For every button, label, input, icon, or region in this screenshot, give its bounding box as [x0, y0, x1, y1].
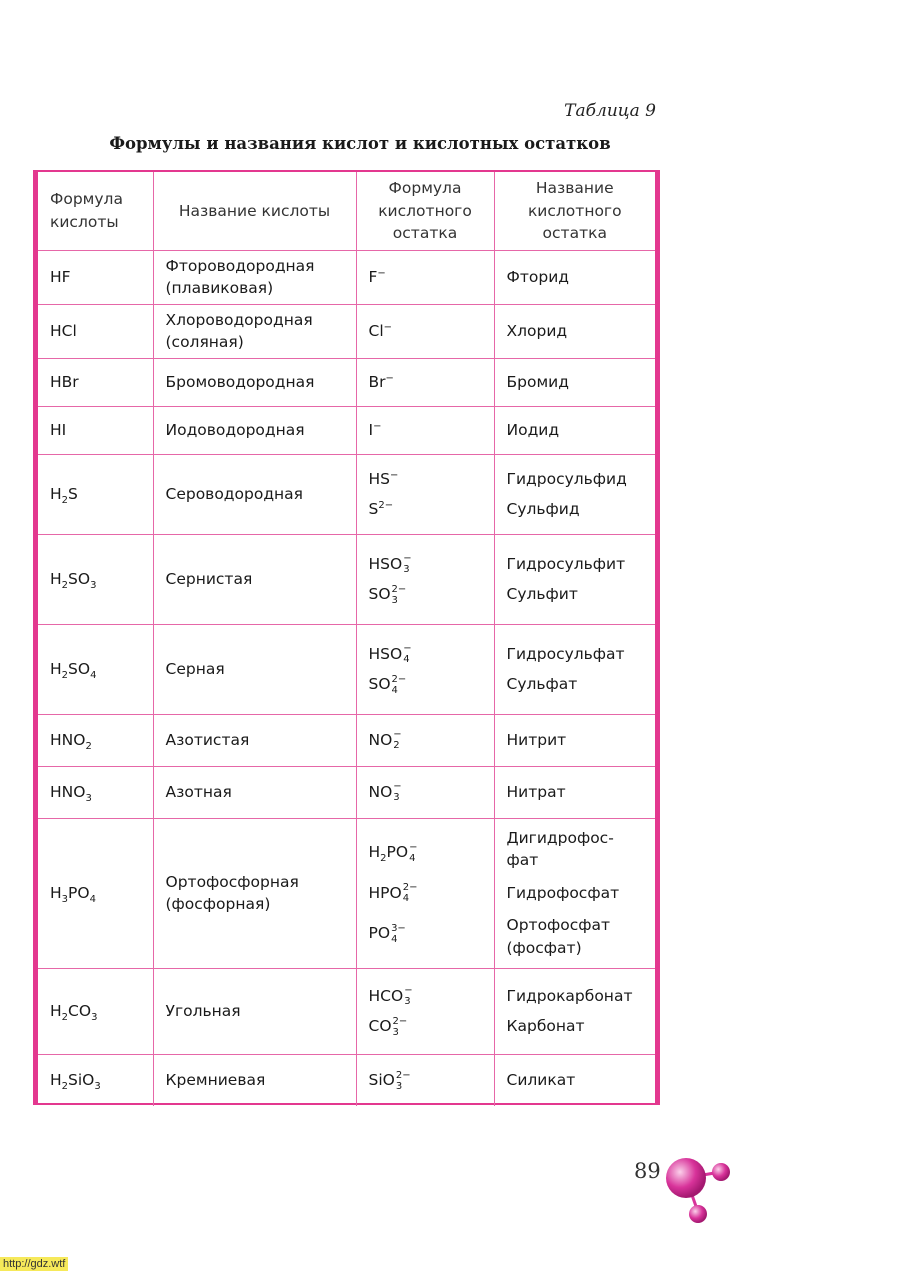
charge-index-stack: [403, 882, 418, 904]
residue-formula-cell: [356, 358, 494, 406]
formula-symbol: Br: [368, 372, 386, 391]
residue-formula: [369, 639, 484, 670]
formula-symbol: HBr: [50, 372, 79, 391]
formula-index: 3: [91, 1011, 98, 1023]
residue-name: Фторид: [506, 267, 569, 286]
residue-name-cell: [494, 1054, 655, 1106]
acid-formula-cell: [38, 358, 153, 406]
table-row: [38, 1054, 655, 1106]
charge-index-stack: [393, 1016, 408, 1038]
ion-charge: −: [409, 841, 418, 853]
residue-formula-cell: [356, 454, 494, 534]
formula-index: 2: [61, 494, 69, 506]
table-row: [38, 454, 655, 534]
residue-index: 3: [403, 564, 410, 575]
residue-formula: [369, 832, 484, 873]
charge-index-stack: [396, 1070, 411, 1092]
acid-formula: [50, 782, 92, 804]
residue-name: Гидросульфат: [506, 644, 625, 663]
acid-formula: [50, 569, 97, 591]
acid-formula: [50, 268, 71, 286]
ion-charge: 2−: [392, 1015, 408, 1027]
residue-name-cell: [494, 406, 655, 454]
table-row: [38, 968, 655, 1054]
residue-index: 2: [393, 740, 400, 752]
acid-name-cell: Азотная: [153, 766, 356, 818]
residue-index: 3: [391, 594, 398, 606]
residue-base: [368, 843, 409, 865]
acid-formula-cell: [38, 968, 153, 1054]
formula-symbol: S: [368, 500, 379, 518]
table-row: [38, 358, 655, 406]
formula-symbol: H: [50, 569, 62, 588]
acid-formula: [50, 883, 96, 905]
residue-base: [369, 373, 386, 391]
residue-name: Сульфит: [506, 585, 578, 603]
acid-formula: [50, 730, 92, 752]
header-residue-name: Название кислотного остатка: [494, 172, 655, 250]
ion-charge: −: [393, 781, 402, 793]
acid-name-cell: Бромоводородная: [153, 358, 356, 406]
formula-symbol: SiO: [68, 1071, 95, 1090]
residue-name: Гидросульфид: [506, 469, 627, 488]
table-row: [38, 304, 655, 358]
residue-formula: [369, 725, 484, 756]
residue-index: 4: [391, 684, 398, 696]
table-row: [38, 406, 655, 454]
residue-formula: [369, 262, 484, 292]
formula-symbol: PO: [386, 843, 409, 862]
formula-index: 3: [61, 893, 69, 905]
residue-name-cell: [494, 304, 655, 358]
formula-index: 3: [90, 579, 97, 591]
acid-formula-cell: [38, 534, 153, 624]
formula-symbol: SiO: [368, 1071, 395, 1089]
formula-index: 2: [61, 1011, 69, 1023]
residue-name-cell: [494, 766, 655, 818]
residue-name-cell: [494, 818, 655, 968]
residue-name: Силикат: [506, 1071, 576, 1090]
residue-formula-cell: [356, 818, 494, 968]
header-acid-name: Название кислоты: [153, 172, 356, 250]
formula-symbol: HSO: [368, 644, 403, 663]
residue-name: Нитрат: [506, 782, 566, 801]
acid-formula: [50, 1071, 101, 1093]
acid-formula-cell: [38, 406, 153, 454]
page-number: 89: [634, 1159, 661, 1183]
residue-index: 3: [393, 792, 400, 804]
residue-base: [369, 987, 404, 1005]
residue-formula: [369, 316, 484, 346]
table-row: [38, 250, 655, 304]
residue-formula: [369, 464, 484, 494]
residue-formula: [369, 579, 484, 610]
acid-name-cell: Фтороводородная (плавиковая): [153, 250, 356, 304]
acid-formula: [50, 484, 78, 506]
formula-symbol: HS: [368, 469, 390, 488]
formula-symbol: PO: [368, 924, 391, 943]
acid-formula: [50, 373, 79, 391]
molecule-icon: [660, 1150, 740, 1230]
formula-index: 2: [380, 853, 387, 865]
residue-formula: [369, 873, 484, 914]
formula-symbol: CO: [68, 1001, 92, 1020]
residue-base: [369, 783, 393, 801]
watermark-link[interactable]: http://gdz.wtf: [0, 1257, 68, 1271]
residue-name-cell: [494, 454, 655, 534]
residue-name: Гидросульфит: [506, 554, 626, 573]
acid-name-cell: Хлороводородная (соляная): [153, 304, 356, 358]
ion-charge: 2−: [402, 882, 418, 894]
residue-base: [369, 1017, 392, 1035]
residue-base: [369, 470, 391, 488]
table-row: [38, 714, 655, 766]
formula-symbol: F: [368, 267, 378, 286]
charge-index-stack: [409, 842, 417, 864]
residue-formula: [369, 981, 484, 1012]
residue-name-cell: [494, 358, 655, 406]
formula-index: 3: [94, 1081, 101, 1093]
acid-name-cell: Азотистая: [153, 714, 356, 766]
formula-symbol: PO: [68, 883, 90, 902]
residue-formula-cell: [356, 766, 494, 818]
charge-index-stack: [392, 584, 407, 606]
table-row: [38, 818, 655, 968]
residue-formula: [369, 549, 484, 580]
acid-formula: [50, 659, 97, 681]
acid-name-cell: Серная: [153, 624, 356, 714]
formula-symbol: I: [368, 420, 374, 439]
formula-symbol: NO: [368, 782, 393, 801]
acids-table: [38, 172, 655, 1106]
charge-index-stack: [393, 781, 401, 803]
header-residue-formula: Формула кислотного остатка: [356, 172, 494, 250]
formula-symbol: H: [50, 1071, 62, 1090]
ion-charge: −: [393, 729, 402, 741]
ion-charge: −: [390, 469, 399, 481]
residue-name-cell: [494, 968, 655, 1054]
residue-formula: [369, 777, 484, 808]
residue-name: Гидрокарбонат: [506, 986, 633, 1005]
table-row: [38, 766, 655, 818]
residue-name: Карбонат: [506, 1017, 585, 1035]
acid-formula-cell: [38, 1054, 153, 1106]
formula-index: 2: [61, 579, 69, 591]
formula-symbol: H: [368, 843, 381, 862]
ion-charge: 2−: [391, 583, 407, 595]
charge-index-stack: [403, 643, 411, 665]
formula-symbol: HF: [50, 267, 71, 286]
residue-name: Иодид: [506, 420, 560, 439]
ion-charge: −: [385, 372, 394, 384]
residue-formula: [369, 913, 484, 954]
acids-table-frame: [33, 170, 660, 1105]
residue-base: [369, 585, 391, 603]
residue-name: Ортофосфат (фосфат): [506, 916, 611, 957]
residue-name-cell: [494, 534, 655, 624]
charge-index-stack: [404, 985, 412, 1007]
table-caption: Таблица 9: [564, 101, 656, 121]
residue-name: Дигидрофос-фат: [506, 828, 614, 870]
formula-symbol: SO: [68, 659, 91, 678]
formula-symbol: SO: [68, 569, 91, 588]
acid-formula-cell: [38, 714, 153, 766]
acid-formula: [50, 421, 66, 439]
residue-index: 4: [391, 933, 398, 945]
ion-charge: −: [377, 267, 386, 279]
acid-formula: [50, 1001, 98, 1023]
residue-formula-cell: [356, 534, 494, 624]
residue-index: 3: [395, 1080, 403, 1092]
formula-symbol: NO: [368, 730, 393, 749]
acid-formula-cell: [38, 304, 153, 358]
charge-index-stack: [392, 674, 407, 696]
charge-index-stack: [403, 553, 411, 575]
residue-name: Бромид: [506, 372, 569, 391]
formula-symbol: H: [50, 484, 62, 503]
residue-formula: [369, 415, 484, 445]
residue-formula: [369, 367, 484, 397]
residue-base: [369, 645, 403, 663]
charge-index-stack: [391, 923, 406, 945]
residue-formula-cell: [356, 250, 494, 304]
formula-symbol: SO: [368, 675, 391, 693]
ion-charge: −: [403, 643, 412, 654]
formula-symbol: H: [50, 659, 62, 678]
formula-symbol: HCO: [368, 986, 404, 1005]
residue-index: 4: [403, 654, 410, 665]
formula-symbol: SO: [368, 585, 391, 603]
formula-index: 3: [85, 792, 92, 804]
ion-charge: 2−: [378, 499, 394, 511]
ion-charge: −: [373, 420, 382, 432]
residue-index: 4: [409, 852, 416, 864]
acid-name-cell: Ортофосфорная (фосфорная): [153, 818, 356, 968]
ion-charge: −: [404, 985, 413, 996]
acid-name-cell: Угольная: [153, 968, 356, 1054]
residue-formula: [369, 494, 484, 524]
table-title: Формулы и названия кислот и кислотных остатков: [109, 134, 611, 153]
residue-formula-cell: [356, 714, 494, 766]
residue-formula-cell: [356, 624, 494, 714]
formula-index: 2: [85, 740, 92, 752]
acid-formula-cell: [38, 766, 153, 818]
formula-symbol: H: [50, 883, 62, 902]
residue-formula: [369, 1065, 484, 1096]
table-row: [38, 624, 655, 714]
formula-symbol: HPO: [368, 883, 402, 902]
formula-index: 4: [89, 893, 96, 905]
acid-name-cell: Сероводородная: [153, 454, 356, 534]
acid-name-cell: Кремниевая: [153, 1054, 356, 1106]
residue-name: Гидрофосфат: [506, 883, 620, 902]
ion-charge: 2−: [395, 1069, 411, 1081]
residue-index: 3: [404, 996, 411, 1007]
ion-charge: 3−: [391, 922, 406, 934]
ion-charge: −: [383, 321, 393, 333]
formula-index: 2: [61, 669, 69, 681]
residue-formula-cell: [356, 968, 494, 1054]
residue-base: [369, 924, 391, 942]
formula-symbol: Cl: [368, 321, 384, 340]
residue-name-cell: [494, 250, 655, 304]
residue-formula: [369, 1011, 484, 1042]
table-row: [38, 534, 655, 624]
formula-index: 4: [90, 669, 97, 681]
formula-symbol: HNO: [50, 782, 86, 801]
acid-formula-cell: [38, 818, 153, 968]
formula-symbol: HSO: [368, 554, 403, 573]
acid-name-cell: Сернистая: [153, 534, 356, 624]
acid-formula: [50, 322, 77, 340]
charge-index-stack: [393, 729, 401, 751]
formula-index: 2: [61, 1081, 69, 1093]
residue-index: 3: [392, 1026, 399, 1038]
header-acid-formula: Формула кислоты: [38, 172, 153, 250]
residue-name-cell: [494, 714, 655, 766]
residue-base: [369, 884, 402, 902]
table-header-row: [38, 172, 655, 250]
formula-symbol: HCl: [50, 321, 77, 340]
table-body: [38, 250, 655, 1106]
residue-index: 4: [402, 893, 410, 905]
residue-name: Сульфид: [506, 500, 580, 518]
ion-charge: −: [403, 553, 412, 564]
residue-base: [369, 555, 403, 573]
ion-charge: 2−: [391, 673, 407, 685]
residue-formula-cell: [356, 406, 494, 454]
residue-name-cell: [494, 624, 655, 714]
formula-symbol: H: [50, 1001, 62, 1020]
formula-symbol: CO: [368, 1017, 392, 1035]
residue-base: [369, 1071, 395, 1089]
residue-base: [369, 322, 384, 340]
residue-formula-cell: [356, 304, 494, 358]
residue-formula: [369, 669, 484, 700]
residue-name: Нитрит: [506, 730, 567, 749]
acid-formula-cell: [38, 454, 153, 534]
formula-symbol: HI: [50, 420, 67, 439]
residue-base: [369, 731, 393, 749]
residue-base: [369, 500, 379, 518]
formula-symbol: S: [68, 484, 78, 503]
acid-name-cell: Иодоводородная: [153, 406, 356, 454]
acid-formula-cell: [38, 250, 153, 304]
residue-base: [369, 675, 391, 693]
formula-symbol: HNO: [50, 730, 86, 749]
residue-name: Сульфат: [506, 675, 578, 693]
residue-formula-cell: [356, 1054, 494, 1106]
residue-name: Хлорид: [506, 321, 568, 340]
acid-formula-cell: [38, 624, 153, 714]
